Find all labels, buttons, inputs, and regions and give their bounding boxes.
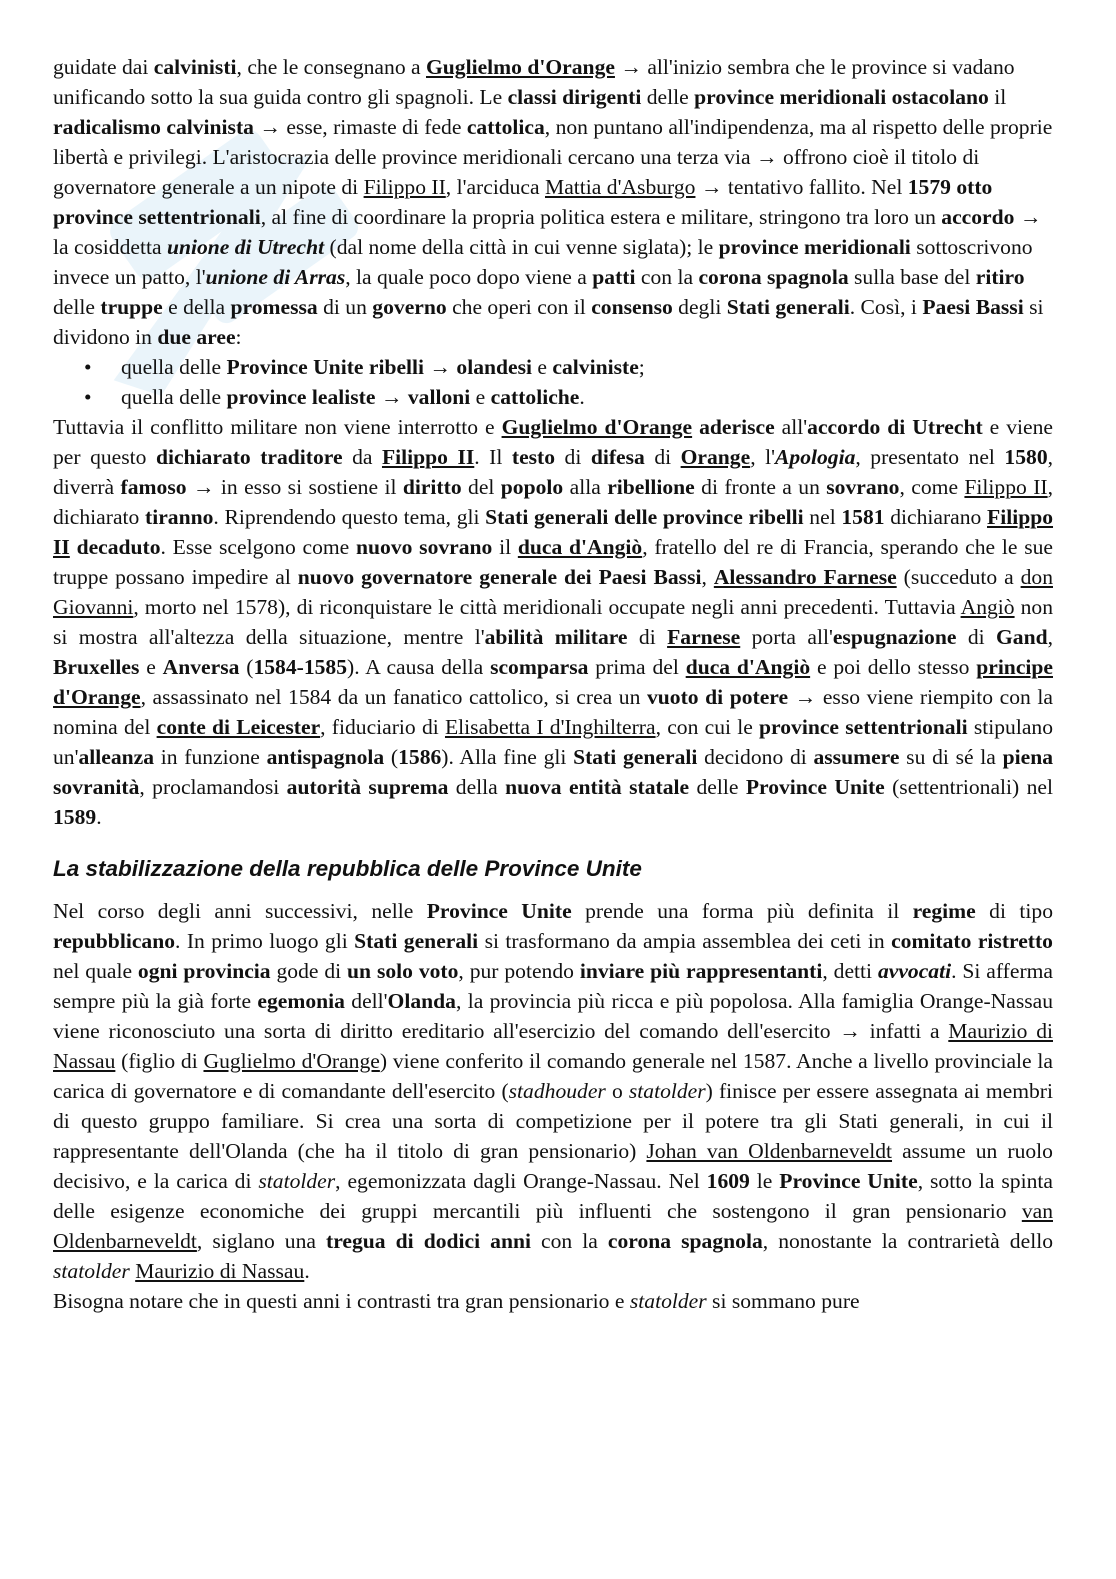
text-run: con la <box>635 265 699 289</box>
text-run: Stati generali <box>354 929 479 953</box>
text-run: . <box>304 1259 310 1283</box>
text-run: nuovo governatore generale dei Paesi Bassi <box>297 565 702 589</box>
text-run: ogni provincia <box>137 959 271 983</box>
text-run: si sommano pure <box>706 1289 860 1313</box>
text-link[interactable]: van Oldenbarneveldt <box>53 1199 1053 1253</box>
text-run: → all'inizio sembra che le province si vadano unificando sotto la sua guida contro gli spagnoli. Le <box>53 55 1015 109</box>
text-run: delle <box>53 295 101 319</box>
text-run: di un <box>317 295 373 319</box>
text-run: , egemonizzata dagli Orange-Nassau. Nel <box>335 1169 707 1193</box>
text-run: statolder <box>629 1289 707 1313</box>
text-run: calviniste <box>552 355 639 379</box>
text-run: espugnazione <box>832 625 957 649</box>
text-run: dichiarato traditore <box>155 445 343 469</box>
text-run: , <box>1047 625 1054 649</box>
text-run: . Così, i <box>849 295 923 319</box>
text-run: , proclamandosi <box>139 775 287 799</box>
text-run: su di sé la <box>899 745 1003 769</box>
text-link[interactable]: Guglielmo d'Orange <box>203 1049 380 1073</box>
text-link[interactable]: Filippo II <box>363 175 446 199</box>
text-run: Stati generali <box>726 295 850 319</box>
text-run: il <box>492 535 518 559</box>
text-run: province meridionali <box>718 235 911 259</box>
text-run: inviare più rappresentanti <box>579 959 823 983</box>
text-run: ) viene conferito il comando generale nel 1587. Anche a livello provinciale la carica di governatore e di comandante dell'esercito ( <box>53 1049 1053 1103</box>
paragraph-republic-stabilization <box>53 896 1053 1286</box>
text-run: Gand <box>996 625 1048 649</box>
text-run: decidono di <box>697 745 814 769</box>
text-run: stadhouder <box>508 1079 606 1103</box>
text-run: delle <box>641 85 695 109</box>
text-run: , dichiarato <box>53 475 1054 529</box>
text-link[interactable]: Elisabetta I d'Inghilterra <box>444 715 656 739</box>
text-run: tregua di dodici anni <box>326 1229 531 1253</box>
text-run: . Esse scelgono come <box>160 535 357 559</box>
text-link[interactable]: Alessandro Farnese <box>713 565 897 589</box>
bullet-item-province-unite <box>53 352 1053 382</box>
text-run: degli <box>672 295 727 319</box>
text-run: alla <box>563 475 608 499</box>
text-run: (settentrionali) nel <box>884 775 1053 799</box>
text-run: Olanda <box>387 989 456 1013</box>
text-run: unione di Utrecht <box>166 235 325 259</box>
text-run: , nonostante la contrarietà dello <box>762 1229 1053 1253</box>
text-run: ( <box>384 745 399 769</box>
text-run: 1584-1585 <box>253 655 348 679</box>
text-run: province meridionali ostacolano <box>694 85 989 109</box>
text-run: le <box>749 1169 780 1193</box>
text-run: nuovo sovrano <box>356 535 493 559</box>
text-run: che operi con il <box>446 295 592 319</box>
text-run: , al fine di coordinare la propria politica estera e militare, stringono tra loro un <box>260 205 942 229</box>
text-run: in funzione <box>154 745 267 769</box>
paragraph-orange-conflict <box>53 412 1053 832</box>
text-run: Province Unite <box>426 899 572 923</box>
text-run: province settentrionali <box>759 715 968 739</box>
text-run: , l' <box>750 445 775 469</box>
text-run: alleanza <box>78 745 155 769</box>
text-run: e viene per questo <box>53 415 1053 469</box>
text-run: sottoscrivono invece un patto, l' <box>53 235 1033 289</box>
text-run: ; <box>638 355 645 379</box>
text-run: sulla base del <box>848 265 976 289</box>
text-run: nuova entità statale <box>505 775 690 799</box>
text-run: si dividono in <box>53 295 1044 349</box>
text-run: , fiduciario di <box>320 715 445 739</box>
text-run: decaduto <box>76 535 161 559</box>
paragraph-contrasts <box>53 1286 1053 1316</box>
text-run: , non puntano all'indipendenza, ma al rispetto delle proprie libertà e privilegi. L'aristocrazia delle province meridionali cercano una terza via → offrono cioè il titolo di governatore generale a un nipote di <box>53 115 1053 199</box>
text-run: famoso <box>120 475 187 499</box>
text-run: gode di <box>270 959 348 983</box>
text-run: dell' <box>344 989 388 1013</box>
text-run: . Riprendendo questo tema, gli <box>213 505 486 529</box>
text-run: cattolica <box>466 115 545 139</box>
text-run: , con cui le <box>655 715 760 739</box>
text-run: 1581 <box>841 505 885 529</box>
text-run <box>70 535 77 559</box>
text-run: → la cosiddetta <box>53 205 1042 259</box>
text-run: assume un ruolo decisivo, e la carica di <box>53 1139 1053 1193</box>
text-run: Bisogna notare che in questi anni i contrasti tra gran pensionario e <box>53 1289 630 1313</box>
text-run: , diverrà <box>53 445 1054 499</box>
text-run: , pur potendo <box>458 959 580 983</box>
text-run: da <box>342 445 382 469</box>
document-page <box>53 52 1053 1316</box>
text-run: . In primo luogo gli <box>175 929 355 953</box>
text-link[interactable]: duca d'Angiò <box>517 535 643 559</box>
text-link[interactable]: Orange <box>680 445 751 469</box>
text-link[interactable]: Maurizio di Nassau <box>53 1019 1053 1073</box>
text-run: o <box>605 1079 629 1103</box>
text-run: ( <box>239 655 254 679</box>
text-run: e <box>139 655 163 679</box>
text-run: di tipo <box>975 899 1053 923</box>
text-link[interactable]: don Giovanni <box>53 565 1053 619</box>
text-run: → tentativo fallito. Nel <box>695 175 908 199</box>
text-run: il <box>988 85 1007 109</box>
text-run: corona spagnola <box>607 1229 763 1253</box>
text-run: quella delle <box>121 385 227 409</box>
text-run: comitato ristretto <box>891 929 1053 953</box>
text-run: accordo di Utrecht <box>807 415 983 439</box>
text-run: , <box>701 565 714 589</box>
text-run: Province Unite <box>745 775 885 799</box>
text-run: Bruxelles <box>53 655 140 679</box>
text-link[interactable]: Maurizio di Nassau <box>135 1259 305 1283</box>
text-run: classi dirigenti <box>507 85 642 109</box>
text-run: di <box>555 445 591 469</box>
text-run: , detti <box>822 959 878 983</box>
text-run: e poi dello stesso <box>810 655 977 679</box>
text-run: non si mostra all'altezza della situazione, mentre l' <box>53 595 1053 649</box>
bullet-dot: • <box>84 355 92 379</box>
text-link[interactable]: Guglielmo d'Orange <box>501 415 693 439</box>
text-run: . <box>579 385 585 409</box>
text-run: egemonia <box>257 989 345 1013</box>
text-run: Province Unite <box>779 1169 918 1193</box>
text-run: testo <box>511 445 556 469</box>
text-run: prende una forma più definita il <box>571 899 913 923</box>
text-run: unione di Arras <box>205 265 346 289</box>
text-run: , presentato nel <box>855 445 1005 469</box>
text-run: stipulano un' <box>53 715 1053 769</box>
text-run: e <box>532 355 553 379</box>
text-run: Nel corso degli anni successivi, nelle <box>53 899 427 923</box>
text-run: delle <box>689 775 746 799</box>
text-run: Tuttavia il conflitto militare non viene interrotto e <box>53 415 502 439</box>
text-run: , morto nel 1578), di riconquistare le città meridionali occupate negli anni precedenti. Tuttavia <box>133 595 961 619</box>
text-run: (succeduto a <box>896 565 1021 589</box>
text-run: di <box>627 625 668 649</box>
text-link[interactable]: conte di Leicester <box>156 715 321 739</box>
text-run: ). A causa della <box>347 655 491 679</box>
text-run: di <box>956 625 996 649</box>
text-run: scomparsa <box>490 655 589 679</box>
text-run: dichiarano <box>884 505 987 529</box>
text-run: guidate dai <box>53 55 154 79</box>
text-run: Apologia <box>775 445 856 469</box>
paragraph-province-division <box>53 52 1053 352</box>
text-run: sovrano <box>826 475 900 499</box>
text-run: con la <box>530 1229 608 1253</box>
text-run: 1579 otto province settentrionali <box>53 175 993 229</box>
text-run: Stati generali delle province ribelli <box>485 505 804 529</box>
text-run: aderisce <box>699 415 775 439</box>
section-heading: La stabilizzazione della repubblica delle Province Unite <box>53 856 642 881</box>
text-run: statolder <box>53 1259 130 1283</box>
text-run: abilità militare <box>484 625 628 649</box>
text-run: all' <box>774 415 808 439</box>
text-run: consenso <box>591 295 673 319</box>
text-run: (figlio di <box>115 1049 204 1073</box>
text-run: , la provincia più ricca e più popolosa. Alla famiglia Orange-Nassau viene riconosciuto una sorta di diritto ereditario all'esercizio del comando dell'esercito → infatti a <box>53 989 1054 1043</box>
text-run: . <box>96 805 102 829</box>
bullet-dot: • <box>84 385 92 409</box>
text-run: corona spagnola <box>698 265 849 289</box>
text-run: , siglano una <box>196 1229 327 1253</box>
text-run: statolder <box>628 1079 706 1103</box>
text-run: un solo voto <box>347 959 459 983</box>
text-run: Paesi Bassi <box>922 295 1024 319</box>
text-run: (dal nome della città in cui venne siglata); le <box>324 235 719 259</box>
text-run: antispagnola <box>266 745 385 769</box>
text-run: cattoliche <box>490 385 580 409</box>
text-run: . Si afferma sempre più la già forte <box>53 959 1054 1013</box>
text-run: accordo <box>941 205 1015 229</box>
text-link[interactable]: Mattia d'Asburgo <box>545 175 696 199</box>
text-run: province lealiste → valloni <box>226 385 471 409</box>
text-run: : <box>235 325 242 349</box>
text-run: di fronte a un <box>694 475 827 499</box>
text-run: diritto <box>402 475 462 499</box>
text-run: prima del <box>588 655 686 679</box>
text-run: popolo <box>500 475 564 499</box>
text-run: avvocati <box>877 959 952 983</box>
bullet-item-province-lealiste <box>53 382 1053 412</box>
text-run: ritiro <box>975 265 1025 289</box>
text-run: , che le consegnano a <box>236 55 426 79</box>
text-run: ) finisce per essere assegnata ai membri di questo gruppo familiare. Si crea una sorta di competizione per il potere tra gli Stati generali, in cui il rappresentante dell'Olanda (che ha il titolo di gran pensionario) <box>53 1079 1054 1163</box>
text-link[interactable]: duca d'Angiò <box>685 655 811 679</box>
text-run: del <box>461 475 501 499</box>
text-run: , come <box>899 475 965 499</box>
text-run: statolder <box>258 1169 336 1193</box>
text-run: promessa <box>230 295 318 319</box>
text-run: , assassinato nel 1584 da un fanatico cattolico, si crea un <box>140 685 647 709</box>
text-run: Anversa <box>162 655 240 679</box>
text-run: Province Unite ribelli → olandesi <box>226 355 533 379</box>
text-link[interactable]: Filippo II <box>53 505 1054 559</box>
text-run: governo <box>372 295 447 319</box>
text-link[interactable]: Filippo II <box>381 445 475 469</box>
text-run: , sotto la spinta delle esigenze economiche dei gruppi mercantili più influenti che sostengono il gran pensionario <box>53 1169 1053 1223</box>
text-run: radicalismo calvinista <box>53 115 254 139</box>
text-run: 1580 <box>1004 445 1048 469</box>
text-run: patti <box>592 265 636 289</box>
text-link[interactable]: Filippo II <box>964 475 1048 499</box>
text-run: della <box>448 775 506 799</box>
text-run: repubblicano <box>53 929 176 953</box>
text-run: tiranno <box>145 505 214 529</box>
text-run: , fratello del re di Francia, sperando che le sue truppe possano impedire al <box>53 535 1053 589</box>
text-link[interactable]: Angiò <box>960 595 1015 619</box>
text-run: → in esso si sostiene il <box>186 475 403 499</box>
text-run: 1586 <box>398 745 442 769</box>
text-run: e della <box>162 295 231 319</box>
text-run: porta all' <box>740 625 833 649</box>
bullet-list-areas <box>53 352 1053 412</box>
text-run: di <box>644 445 681 469</box>
text-run: si trasformano da ampia assemblea dei ceti in <box>478 929 892 953</box>
text-run: 1589 <box>53 805 97 829</box>
text-run: Stati generali <box>573 745 698 769</box>
text-run: ribellione <box>607 475 695 499</box>
text-run: autorità suprema <box>286 775 449 799</box>
text-run: → esse, rimaste di fede <box>253 115 467 139</box>
text-run: ). Alla fine gli <box>441 745 574 769</box>
text-run: difesa <box>590 445 645 469</box>
text-run: regime <box>912 899 976 923</box>
text-run: 1609 <box>706 1169 750 1193</box>
text-run: due aree <box>157 325 236 349</box>
text-link[interactable]: principe d'Orange <box>53 655 1053 709</box>
text-run: , la quale poco dopo viene a <box>345 265 593 289</box>
text-link[interactable]: Johan van Oldenbarneveldt <box>646 1139 893 1163</box>
text-run: truppe <box>100 295 163 319</box>
text-run: vuoto di potere <box>646 685 789 709</box>
text-run: assumere <box>813 745 900 769</box>
text-run: piena sovranità <box>53 745 1054 799</box>
text-run: . Il <box>474 445 512 469</box>
text-run: nel <box>803 505 842 529</box>
text-run: , l'arciduca <box>445 175 545 199</box>
text-run: → esso viene riempito con la nomina del <box>53 685 1053 739</box>
text-run: quella delle <box>121 355 227 379</box>
text-run: calvinisti <box>153 55 237 79</box>
text-link[interactable]: Farnese <box>667 625 741 649</box>
text-link[interactable]: Guglielmo d'Orange <box>426 55 615 79</box>
text-run: nel quale <box>53 959 138 983</box>
text-run: e <box>470 385 491 409</box>
